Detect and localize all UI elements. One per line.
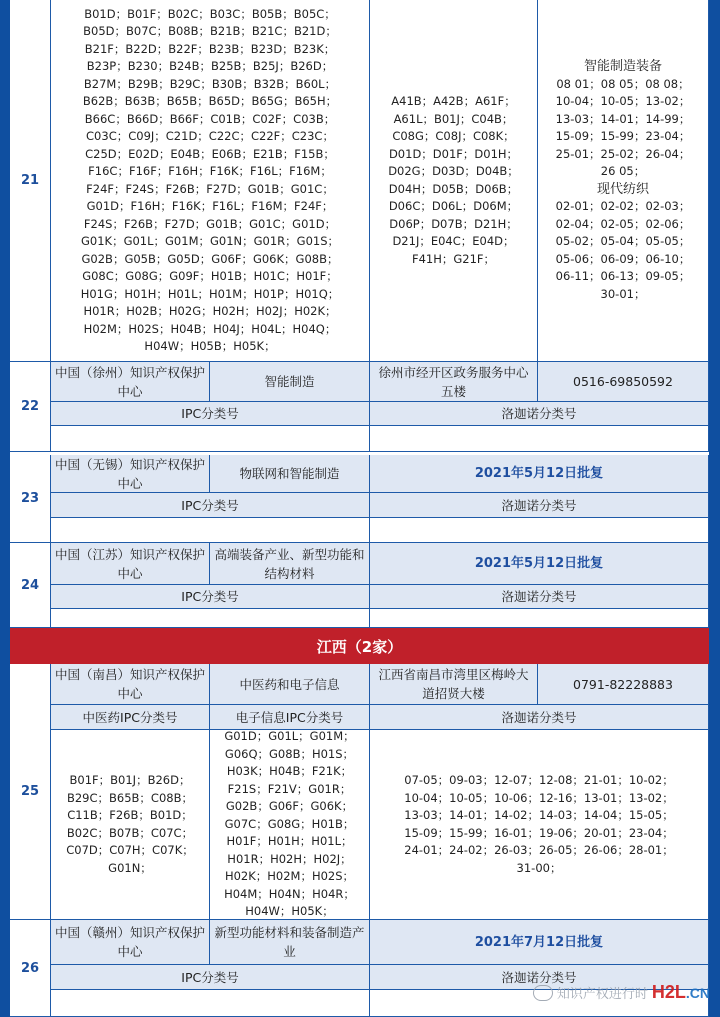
code-line: D06C；D06L；D06M； bbox=[388, 199, 519, 213]
code-line: 05-02；05-04；05-05； bbox=[555, 234, 691, 248]
row-number: 26 bbox=[10, 920, 51, 1017]
code-line: F21S；F21V；G01R； bbox=[227, 781, 352, 796]
code-line: F41H；G21F； bbox=[411, 251, 496, 266]
code-line: 08 01；08 05；08 08； bbox=[556, 76, 690, 91]
locarno-codes-cell bbox=[370, 0, 538, 362]
code-line: H04W；H05K； bbox=[245, 904, 334, 919]
center-name: 中国（无锡）知识产权保护中心 bbox=[51, 455, 210, 493]
field-name: 新型功能材料和装备制造产业 bbox=[210, 920, 370, 965]
design-codes-list-2 bbox=[556, 198, 691, 303]
center-name: 中国（赣州）知识产权保护中心 bbox=[51, 920, 210, 965]
field-name: 高端装备产业、新型功能和结构材料 bbox=[210, 543, 370, 585]
ipc-label: IPC分类号 bbox=[51, 965, 370, 990]
code-line: F24S；F26B；F27D；G01B；G01C；G01D； bbox=[83, 216, 337, 231]
ipc-empty bbox=[51, 990, 370, 1017]
ei-ipc-label: 电子信息IPC分类号 bbox=[210, 705, 370, 730]
phone: 0516-69850592 bbox=[538, 362, 709, 402]
field-name: 智能制造 bbox=[210, 362, 370, 402]
code-line: G08C；G08G；G09F；H01B；H01C；H01F； bbox=[82, 269, 338, 283]
ipc-label: IPC分类号 bbox=[51, 493, 370, 518]
locarno-label: 洛迦诺分类号 bbox=[370, 585, 709, 609]
row-number: 21 bbox=[10, 0, 51, 362]
watermark-text: 知识产权进行时 bbox=[556, 987, 648, 1002]
tcm-codes-cell bbox=[51, 730, 210, 920]
right-blue-stripe bbox=[709, 0, 720, 1017]
code-line: 06-11；06-13；09-05； bbox=[555, 269, 691, 283]
code-line: H04M；H04N；H04R； bbox=[224, 886, 355, 901]
code-line: 25-01；25-02；26-04； bbox=[555, 146, 691, 161]
code-line: G06Q；G08B；H01S； bbox=[224, 746, 355, 761]
ipc-label: IPC分类号 bbox=[51, 585, 370, 609]
code-line: A41B；A42B；A61F； bbox=[391, 94, 516, 108]
code-line: D01D；D01F；D01H； bbox=[388, 146, 519, 161]
code-line: A61L；B01J；C04B； bbox=[393, 111, 514, 126]
field-name: 物联网和智能制造 bbox=[210, 455, 370, 493]
design-codes-list-1 bbox=[556, 76, 691, 181]
h2l-logo: H2L.CN bbox=[651, 982, 710, 1002]
design-heading-textile: 现代纺织 bbox=[596, 181, 649, 197]
design-heading-smart-manufacturing: 智能制造装备 bbox=[583, 59, 662, 74]
ei-codes-cell bbox=[210, 730, 370, 920]
ipc-codes-list bbox=[81, 6, 340, 356]
locarno-label: 洛迦诺分类号 bbox=[370, 402, 709, 426]
locarno-label: 洛迦诺分类号 bbox=[370, 705, 709, 730]
locarno-codes-list bbox=[388, 93, 519, 268]
code-line: H04W；H05B；H05K； bbox=[144, 339, 276, 353]
code-line: F24F；F24S；F26B；F27D；G01B；G01C； bbox=[86, 181, 334, 196]
ipc-codes-cell bbox=[51, 0, 370, 362]
code-line: 05-06；06-09；06-10； bbox=[555, 251, 691, 266]
locarno-empty bbox=[370, 426, 709, 452]
code-line: H02M；H02S；H04B；H04J；H04L；H04Q； bbox=[83, 321, 337, 336]
code-line: 10-04；10-05；10-06；12-16；13-01；13-02； bbox=[404, 790, 674, 805]
approval-date: 2021年5月12日批复 bbox=[370, 543, 709, 585]
tcm-ipc-label: 中医药IPC分类号 bbox=[51, 705, 210, 730]
code-line: 07-05；09-03；12-07；12-08；21-01；10-02； bbox=[404, 773, 674, 787]
locarno-empty bbox=[370, 609, 709, 628]
code-line: H03K；H04B；F21K； bbox=[226, 764, 353, 779]
code-line: 15-09；15-99；16-01；19-06；20-01；23-04； bbox=[404, 825, 674, 840]
address: 江西省南昌市湾里区梅岭大道招贤大楼 bbox=[370, 664, 538, 705]
code-line: D21J；E04C；E04D； bbox=[392, 234, 515, 248]
ipc-empty bbox=[51, 609, 370, 628]
tcm-codes-list bbox=[66, 772, 194, 877]
section-heading-jiangxi: 江西（2家） bbox=[10, 628, 709, 664]
row-number: 24 bbox=[10, 543, 51, 628]
code-line: B66C；B66D；B66F；C01B；C02F；C03B； bbox=[84, 111, 336, 126]
code-line: F16C；F16F；F16H；F16K；F16L；F16M； bbox=[88, 164, 332, 178]
locarno-codes-cell bbox=[370, 730, 709, 920]
code-line: C25D；E02D；E04B；E06B；E21B；F15B； bbox=[85, 146, 335, 161]
watermark bbox=[533, 982, 710, 1003]
code-line: G01N； bbox=[108, 860, 152, 875]
code-line: 24-01；24-02；26-03；26-05；26-06；28-01； bbox=[404, 843, 674, 857]
code-line: H01F；H01H；H01L； bbox=[226, 834, 353, 849]
code-line: C08G；C08J；C08K； bbox=[392, 129, 515, 143]
address: 徐州市经开区政务服务中心五楼 bbox=[370, 362, 538, 402]
code-line: G07C；G08G；H01B； bbox=[224, 816, 355, 831]
code-line: C11B；F26B；B01D； bbox=[67, 808, 193, 822]
code-line: B01F；B01J；B26D； bbox=[69, 773, 191, 787]
code-line: B21F；B22D；B22F；B23B；B23D；B23K； bbox=[84, 41, 336, 56]
row-number: 23 bbox=[10, 455, 51, 543]
ipc-empty bbox=[51, 518, 370, 543]
code-line: H01R；H02B；H02G；H02H；H02J；H02K； bbox=[83, 304, 337, 318]
wechat-icon bbox=[533, 985, 553, 1001]
code-line: 15-09；15-99；23-04； bbox=[555, 129, 691, 143]
code-line: D04H；D05B；D06B； bbox=[388, 181, 519, 196]
center-name: 中国（南昌）知识产权保护中心 bbox=[51, 664, 210, 705]
approval-date: 2021年5月12日批复 bbox=[370, 455, 709, 493]
code-line: H02K；H02M；H02S； bbox=[224, 869, 355, 884]
code-line: 02-01；02-02；02-03； bbox=[555, 199, 691, 213]
locarno-codes-list bbox=[404, 772, 674, 877]
code-line: G01D；G01L；G01M； bbox=[224, 730, 355, 744]
code-line: 13-03；14-01；14-02；14-03；14-04；15-05； bbox=[404, 808, 674, 822]
locarno-label: 洛迦诺分类号 bbox=[370, 493, 709, 518]
left-blue-stripe bbox=[0, 0, 10, 1017]
center-name: 中国（徐州）知识产权保护中心 bbox=[51, 362, 210, 402]
code-line: B23P；B230；B24B；B25B；B25J；B26D； bbox=[86, 59, 334, 73]
code-line: G01D；F16H；F16K；F16L；F16M；F24F； bbox=[86, 199, 334, 213]
approval-date: 2021年7月12日批复 bbox=[370, 920, 709, 965]
code-line: B01D；B01F；B02C；B03C；B05B；B05C； bbox=[84, 6, 336, 21]
design-codes-cell bbox=[538, 0, 709, 362]
code-line: G02B；G06F；G06K； bbox=[225, 799, 354, 814]
row-number: 25 bbox=[10, 664, 51, 920]
ipc-empty bbox=[51, 426, 370, 452]
code-line: G01K；G01L；G01M；G01N；G01R；G01S； bbox=[80, 234, 340, 248]
code-line: H01G；H01H；H01L；H01M；H01P；H01Q； bbox=[80, 286, 340, 301]
phone: 0791-82228883 bbox=[538, 664, 709, 705]
code-line: G02B；G05B；G05D；G06F；G06K；G08B； bbox=[81, 251, 339, 266]
locarno-label: 洛迦诺分类号 bbox=[370, 965, 709, 990]
field-name: 中医药和电子信息 bbox=[210, 664, 370, 705]
code-line: B29C；B65B；C08B； bbox=[66, 790, 193, 805]
code-line: 02-04；02-05；02-06； bbox=[555, 216, 691, 231]
code-line: 10-04；10-05；13-02； bbox=[555, 94, 691, 108]
code-line: B27M；B29B；B29C；B30B；B32B；B60L； bbox=[83, 76, 337, 91]
code-line: B05D；B07C；B08B；B21B；B21C；B21D； bbox=[83, 24, 337, 38]
row-number: 22 bbox=[10, 362, 51, 452]
ipc-label: IPC分类号 bbox=[51, 402, 370, 426]
center-name: 中国（江苏）知识产权保护中心 bbox=[51, 543, 210, 585]
code-line: B02C；B07B；C07C； bbox=[66, 825, 194, 840]
code-line: 26 05； bbox=[600, 164, 646, 178]
code-line: 31-00； bbox=[516, 860, 562, 875]
code-line: D06P；D07B；D21H； bbox=[389, 216, 518, 231]
locarno-empty bbox=[370, 518, 709, 543]
code-line: D02G；D03D；D04B； bbox=[388, 164, 519, 178]
code-line: B62B；B63B；B65B；B65D；B65G；B65H； bbox=[82, 94, 338, 108]
code-line: C03C；C09J；C21D；C22C；C22F；C23C； bbox=[86, 129, 334, 143]
code-line: 30-01； bbox=[600, 286, 646, 301]
code-line: H01R；H02H；H02J； bbox=[227, 851, 352, 866]
code-line: C07D；C07H；C07K； bbox=[66, 843, 194, 857]
ei-codes-list bbox=[224, 730, 355, 920]
code-line: 13-03；14-01；14-99； bbox=[555, 111, 691, 126]
